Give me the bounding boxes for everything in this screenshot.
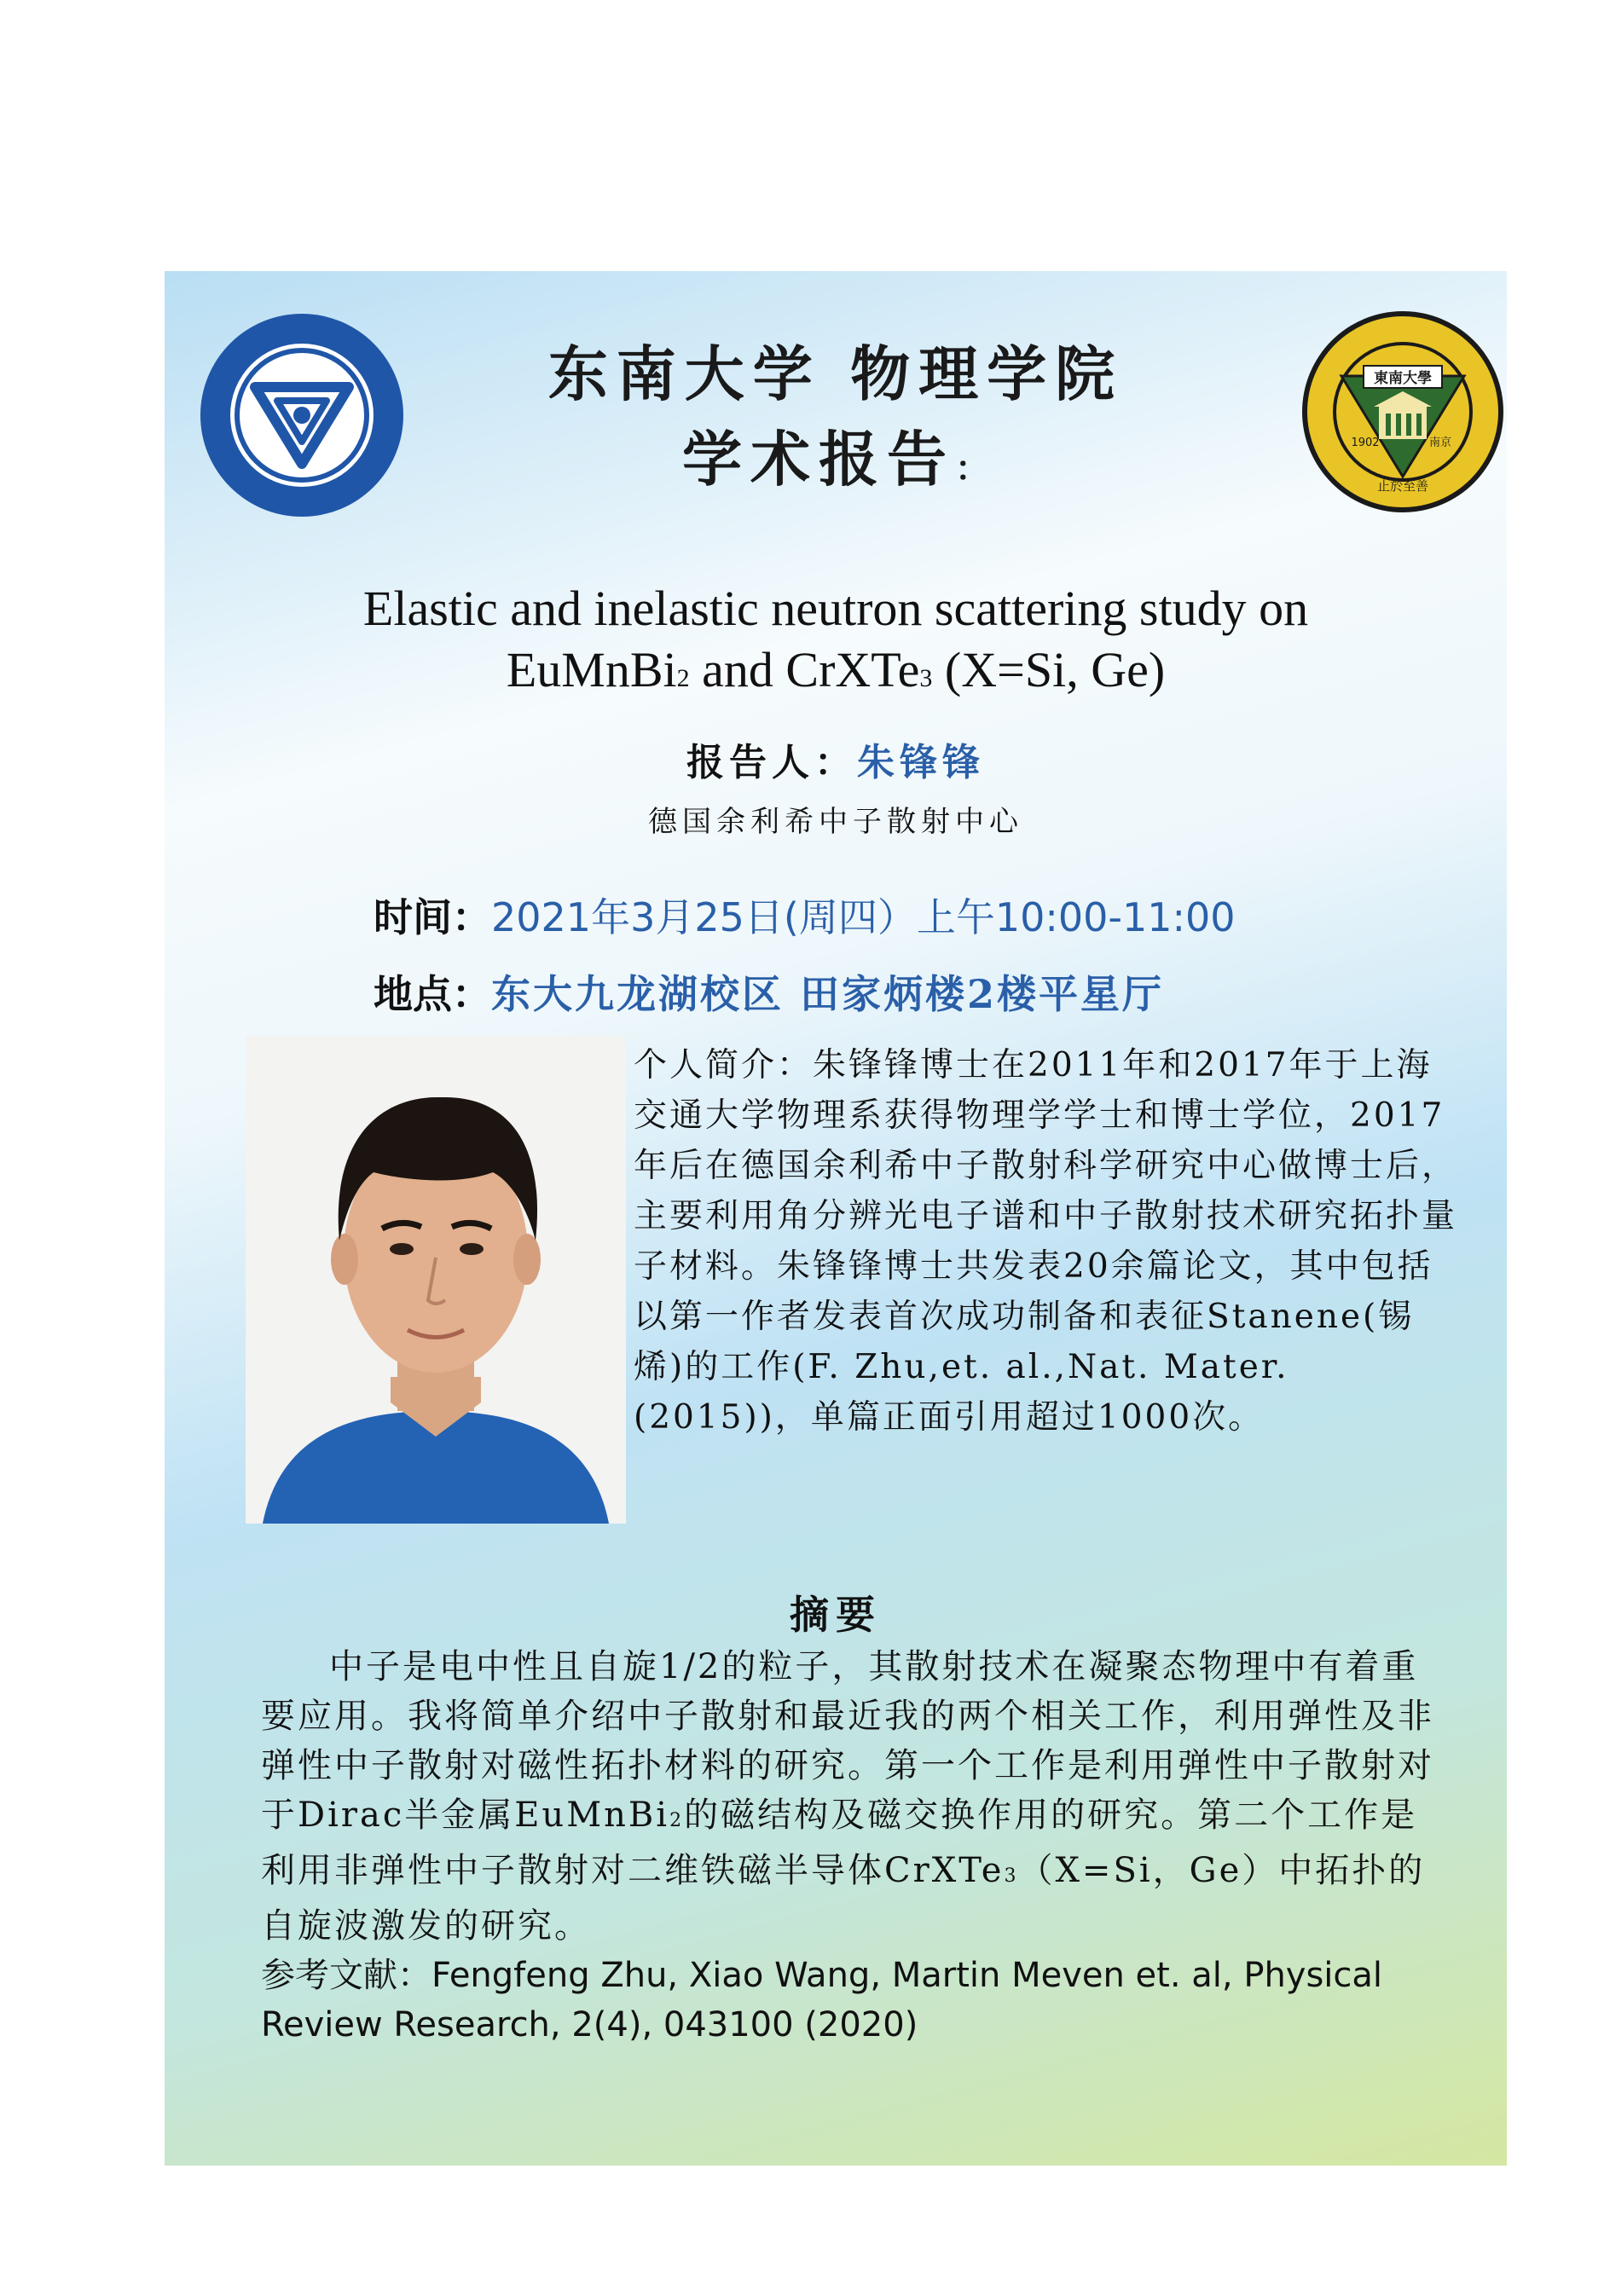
- title-part-b: and CrXTe: [689, 642, 920, 697]
- header-line-2-text: 学术报告: [682, 424, 955, 494]
- speaker-bio: 个人简介：朱锋锋博士在2011年和2017年于上海交通大学物理系获得物理学学士和博士学位，2017年后在德国余利希中子散射科学研究中心做博士后，主要利用角分辨光电子谱和中子散射技术研究拓扑量子材料。朱锋锋博士共发表20余篇论文，其中包括以第一作者发表首次成功制备和表征Stanene(锡烯)的工作(F. Zhu,et. al.,Nat. Mater.(2015))，单篇正面引用超过1000次。: [634, 1046, 1458, 1437]
- place-label: 地点：: [374, 971, 491, 1017]
- poster: [165, 271, 1507, 2166]
- speaker-affiliation: 德国余利希中子散射中心: [648, 805, 1023, 839]
- seal-band-text: 東南大學: [1374, 370, 1432, 387]
- talk-title-line-2: [165, 639, 1507, 709]
- speaker-line: [165, 732, 1507, 786]
- time-label: 时间：: [374, 894, 491, 940]
- place-row: [374, 963, 1164, 1020]
- talk-title-line-1: Elastic and inelastic neutron scattering study on: [362, 581, 1309, 636]
- time-value: 2021年3月25日(周四）上午10:00-11:00: [491, 894, 1236, 940]
- header-line-2: [165, 412, 1507, 498]
- abstract-part-3: （X=Si，Ge）中拓扑的自旋波激发的研究。: [261, 1851, 1426, 1946]
- header-colon: ：: [955, 448, 989, 489]
- seal-year: 1902: [1351, 437, 1380, 449]
- abstract-body: [261, 1642, 1438, 2050]
- abstract-part-1: 中子是电中性且自旋1/2的粒子，其散射技术在凝聚态物理中有着重要应用。我将简单介绍中子散射和最近我的两个相关工作，利用弹性及非弹性中子散射对磁性拓扑材料的研究。第一个工作是利用弹性中子散射对于Dirac半金属EuMnBi: [261, 1647, 1434, 1835]
- time-row: [374, 887, 1236, 943]
- seal-motto: 止於至善: [1376, 478, 1429, 494]
- talk-title: [165, 578, 1507, 709]
- title-part-a: EuMnBi: [506, 642, 677, 697]
- abstract-sub-2: 3: [1004, 1865, 1019, 1887]
- speaker-name: 朱锋锋: [857, 741, 985, 784]
- place-value: 东大九龙湖校区 田家炳楼2楼平星厅: [491, 971, 1165, 1017]
- abstract-part-2: 的磁结构及磁交换作用的研究。第二个工作是利用非弹性中子散射对二维铁磁半导体CrXTe: [261, 1796, 1418, 1890]
- abstract-title: 摘要: [790, 1592, 882, 1638]
- header-line-1: 东南大学 物理学院: [547, 338, 1124, 409]
- seal-city: 南京: [1428, 437, 1452, 449]
- speaker-label: 报告人：: [686, 741, 857, 784]
- abstract-sub-1: 2: [669, 1810, 685, 1831]
- title-sub-2: 3: [919, 664, 933, 692]
- speaker-photo: [246, 1036, 626, 1524]
- abstract-reference: 参考文献：Fengfeng Zhu, Xiao Wang, Martin Meven et. al, Physical Review Research, 2(4), 043100 (2020): [261, 1956, 1383, 2044]
- title-part-c: (X=Si, Ge): [932, 642, 1166, 697]
- title-sub-1: 2: [676, 664, 690, 692]
